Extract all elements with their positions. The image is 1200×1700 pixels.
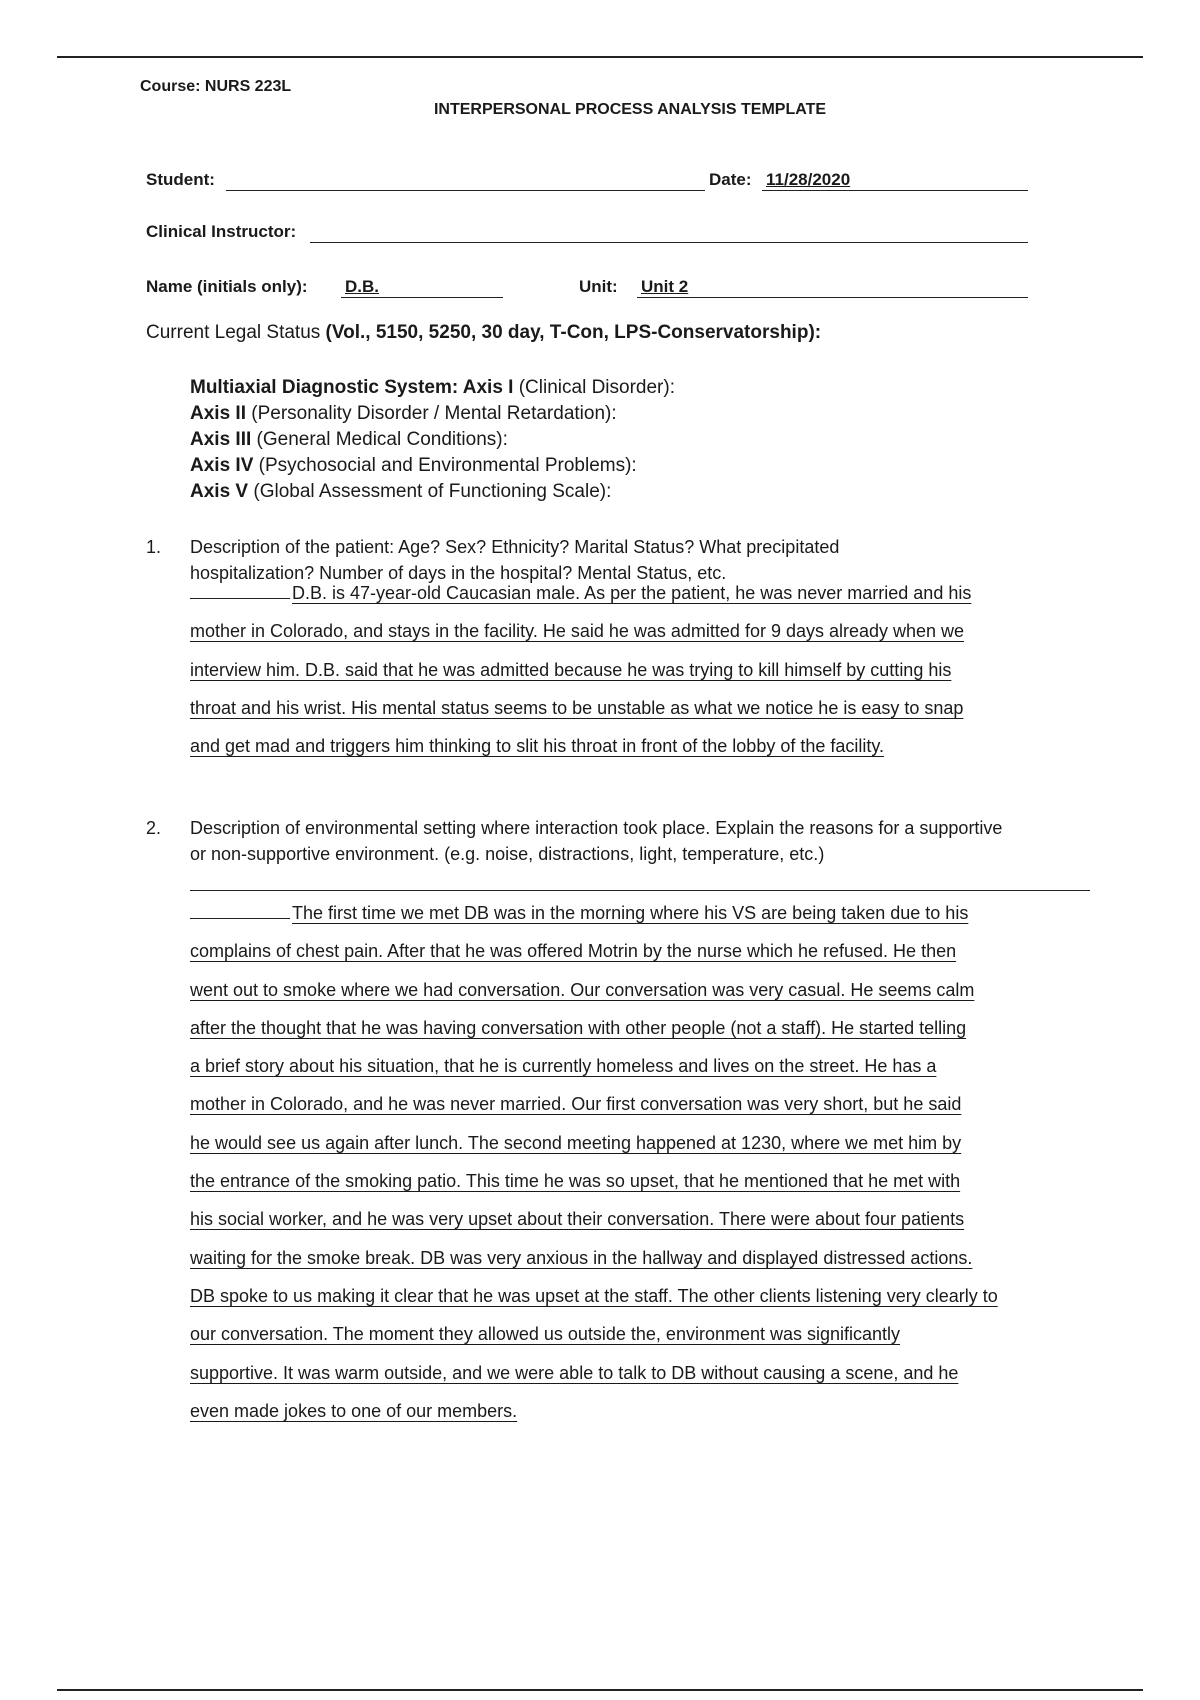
unit-field[interactable]: Unit 2: [637, 277, 1028, 298]
question-prompt: Description of environmental setting where interaction took place. Explain the reasons for a supportive or non-supportive environment. (e.g. noise, distractions, light, temperature, etc.): [190, 818, 1003, 864]
axis-item: Axis II (Personality Disorder / Mental Retardation):: [190, 403, 617, 424]
instructor-field[interactable]: [310, 222, 1028, 243]
instructor-label: Clinical Instructor:: [146, 222, 297, 241]
answer-line: D.B. is 47-year-old Caucasian male. As per the patient, he was never married and his: [190, 578, 1110, 616]
question-number: 2.: [146, 818, 162, 838]
answer-line: interview him. D.B. said that he was admitted because he was trying to kill himself by cutting his: [190, 659, 952, 680]
answer-block: [190, 578, 1110, 769]
answer-block: [190, 898, 1110, 1434]
answer-line: complains of chest pain. After that he was offered Motrin by the nurse which he refused. He then: [190, 941, 957, 962]
axis-item: Axis IV (Psychosocial and Environmental Problems):: [190, 455, 637, 476]
bottom-rule: [57, 1689, 1143, 1691]
blank-answer-line: [190, 890, 1090, 891]
answer-line: supportive. It was warm outside, and we were able to talk to DB without causing a scene, and he: [190, 1362, 959, 1383]
student-label: Student:: [146, 170, 215, 189]
unit-label: Unit:: [579, 277, 618, 296]
answer-line: went out to smoke where we had conversation. Our conversation was very casual. He seems calm: [190, 979, 975, 1000]
axis-item: Multiaxial Diagnostic System: Axis I (Clinical Disorder):: [190, 377, 675, 398]
legal-status: [146, 322, 821, 344]
top-rule: [57, 56, 1143, 58]
answer-line: and get mad and triggers him thinking to slit his throat in front of the lobby of the facility.: [190, 736, 885, 757]
answer-line: mother in Colorado, and stays in the facility. He said he was admitted for 9 days already when we: [190, 621, 965, 642]
page-title: INTERPERSONAL PROCESS ANALYSIS TEMPLATE: [433, 101, 827, 118]
answer-line: waiting for the smoke break. DB was very anxious in the hallway and displayed distressed actions.: [190, 1247, 973, 1268]
name-field[interactable]: D.B.: [341, 277, 503, 298]
answer-line: throat and his wrist. His mental status seems to be unstable as what we notice he is easy to snap: [190, 697, 964, 718]
student-field[interactable]: [226, 170, 705, 191]
answer-line: DB spoke to us making it clear that he was upset at the staff. The other clients listening very clearly to: [190, 1285, 998, 1306]
question-prompt: Description of the patient: Age? Sex? Ethnicity? Marital Status? What precipitated hospitalization? Number of days in the hospital? Mental Status, etc.: [190, 537, 840, 583]
name-label: Name (initials only):: [146, 277, 308, 296]
legal-status-options: (Vol., 5150, 5250, 30 day, T-Con, LPS-Conservatorship):: [325, 322, 822, 343]
answer-line: a brief story about his situation, that he is currently homeless and lives on the street. He has a: [190, 1056, 937, 1077]
course-label: Course: NURS 223L: [140, 78, 292, 95]
date-field[interactable]: 11/28/2020: [762, 170, 1028, 191]
answer-line: The first time we met DB was in the morning where his VS are being taken due to his: [190, 898, 1110, 936]
axis-item: Axis III (General Medical Conditions):: [190, 429, 508, 450]
axis-list: [190, 375, 675, 505]
question-number: 1.: [146, 537, 162, 557]
legal-status-prefix: Current Legal Status: [146, 322, 326, 343]
answer-line: even made jokes to one of our members.: [190, 1400, 518, 1421]
answer-line: after the thought that he was having conversation with other people (not a staff). He started telling: [190, 1017, 967, 1038]
date-label: Date:: [709, 170, 752, 189]
answer-line: he would see us again after lunch. The second meeting happened at 1230, where we met him by: [190, 1132, 962, 1153]
answer-line: mother in Colorado, and he was never married. Our first conversation was very short, but he said: [190, 1094, 962, 1115]
answer-line: his social worker, and he was very upset about their conversation. There were about four patients: [190, 1209, 965, 1230]
axis-item: Axis V (Global Assessment of Functioning Scale):: [190, 481, 612, 502]
answer-line: our conversation. The moment they allowed us outside the, environment was significantly: [190, 1324, 901, 1345]
answer-line: the entrance of the smoking patio. This time he was so upset, that he mentioned that he met with: [190, 1171, 961, 1192]
